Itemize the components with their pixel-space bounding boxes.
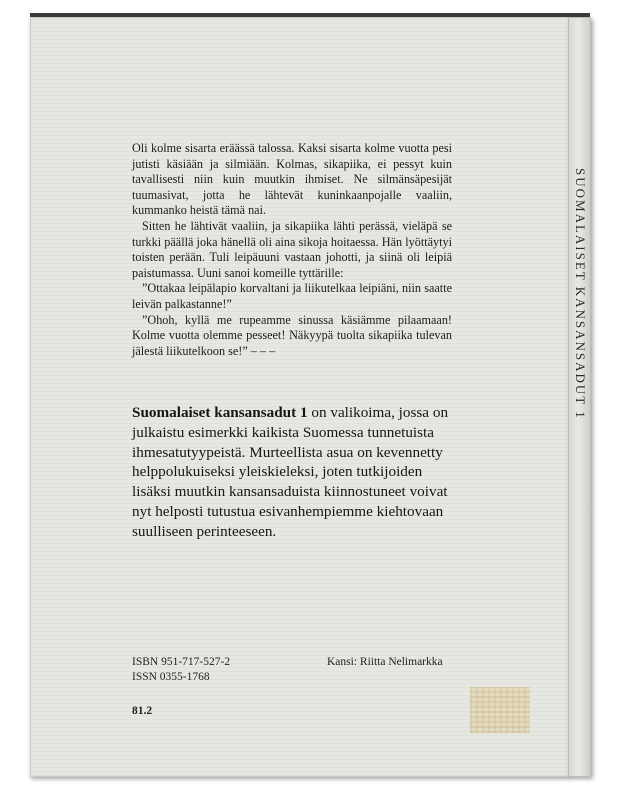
isbn-number: ISBN 951-717-527-2 — [132, 656, 231, 668]
issn-number: ISSN 0355-1768 — [132, 671, 210, 683]
book-title: Suomalaiset kansansadut 1 — [132, 404, 308, 421]
spine-title: SUOMALAISET KANSANSADUT 1 — [573, 168, 588, 420]
book-spine — [568, 17, 591, 777]
isbn-block — [132, 655, 230, 685]
book-description — [132, 403, 452, 542]
excerpt-paragraph-2: Sitten he lähtivät vaaliin, ja sikapiika lähti perässä, vieläpä se turkki päällä joka hänellä oli aina sikoja hoitaessa. Hän lyöttäytyi toisten perään. Tuli leipäuuni vastaan johotti, ja siinä oli leipiä paistumassa. Uuni sanoi komeille tyttärille: — [132, 218, 452, 280]
book-description-text: on valikoima, jossa on julkaistu esimerkki kaikista Suomessa tunnetuista ihmesatutyypeistä. Murteellista asua on kevennetty helppolukuiseksi yleiskieleksi, joten tutkijoiden lisäksi muutkin kansansaduista kiinnostuneet voivat nyt helposti tutustua esivanhempiemme kiehtovaan suulliseen perinteeseen. — [132, 404, 449, 540]
classification-code: 81.2 — [132, 705, 153, 717]
price-sticker-residue — [470, 687, 530, 733]
book-back-cover — [30, 17, 570, 777]
story-excerpt — [132, 141, 452, 359]
excerpt-paragraph-3: ”Ottakaa leipälapio korvaltani ja liikutelkaa leipiäni, niin saatte leivän palkastanne!” — [132, 281, 452, 311]
excerpt-paragraph-4: ”Ohoh, kyllä me rupeamme sinussa käsiämme pilaamaan! Kolme vuotta olemme pesseet! Näkyypä tuolta sikapiika tulevan jälestä liikutelkoon se!” – – – — [132, 312, 452, 358]
cover-credit: Kansi: Riitta Nelimarkka — [327, 656, 443, 668]
excerpt-paragraph-1: Oli kolme sisarta eräässä talossa. Kaksi sisarta kolme vuotta pesi jutisti käsiään ja silmiään. Kolmas, sikapiika, ei pessyt kuin tavallisesti niin kuin muutkin ihmiset. Ne silmänsäpesijät tuumasivat, jotta he lähtevät kuninkaanpojalle vaaliin, kummanko heistä tämä nai. — [132, 141, 452, 218]
